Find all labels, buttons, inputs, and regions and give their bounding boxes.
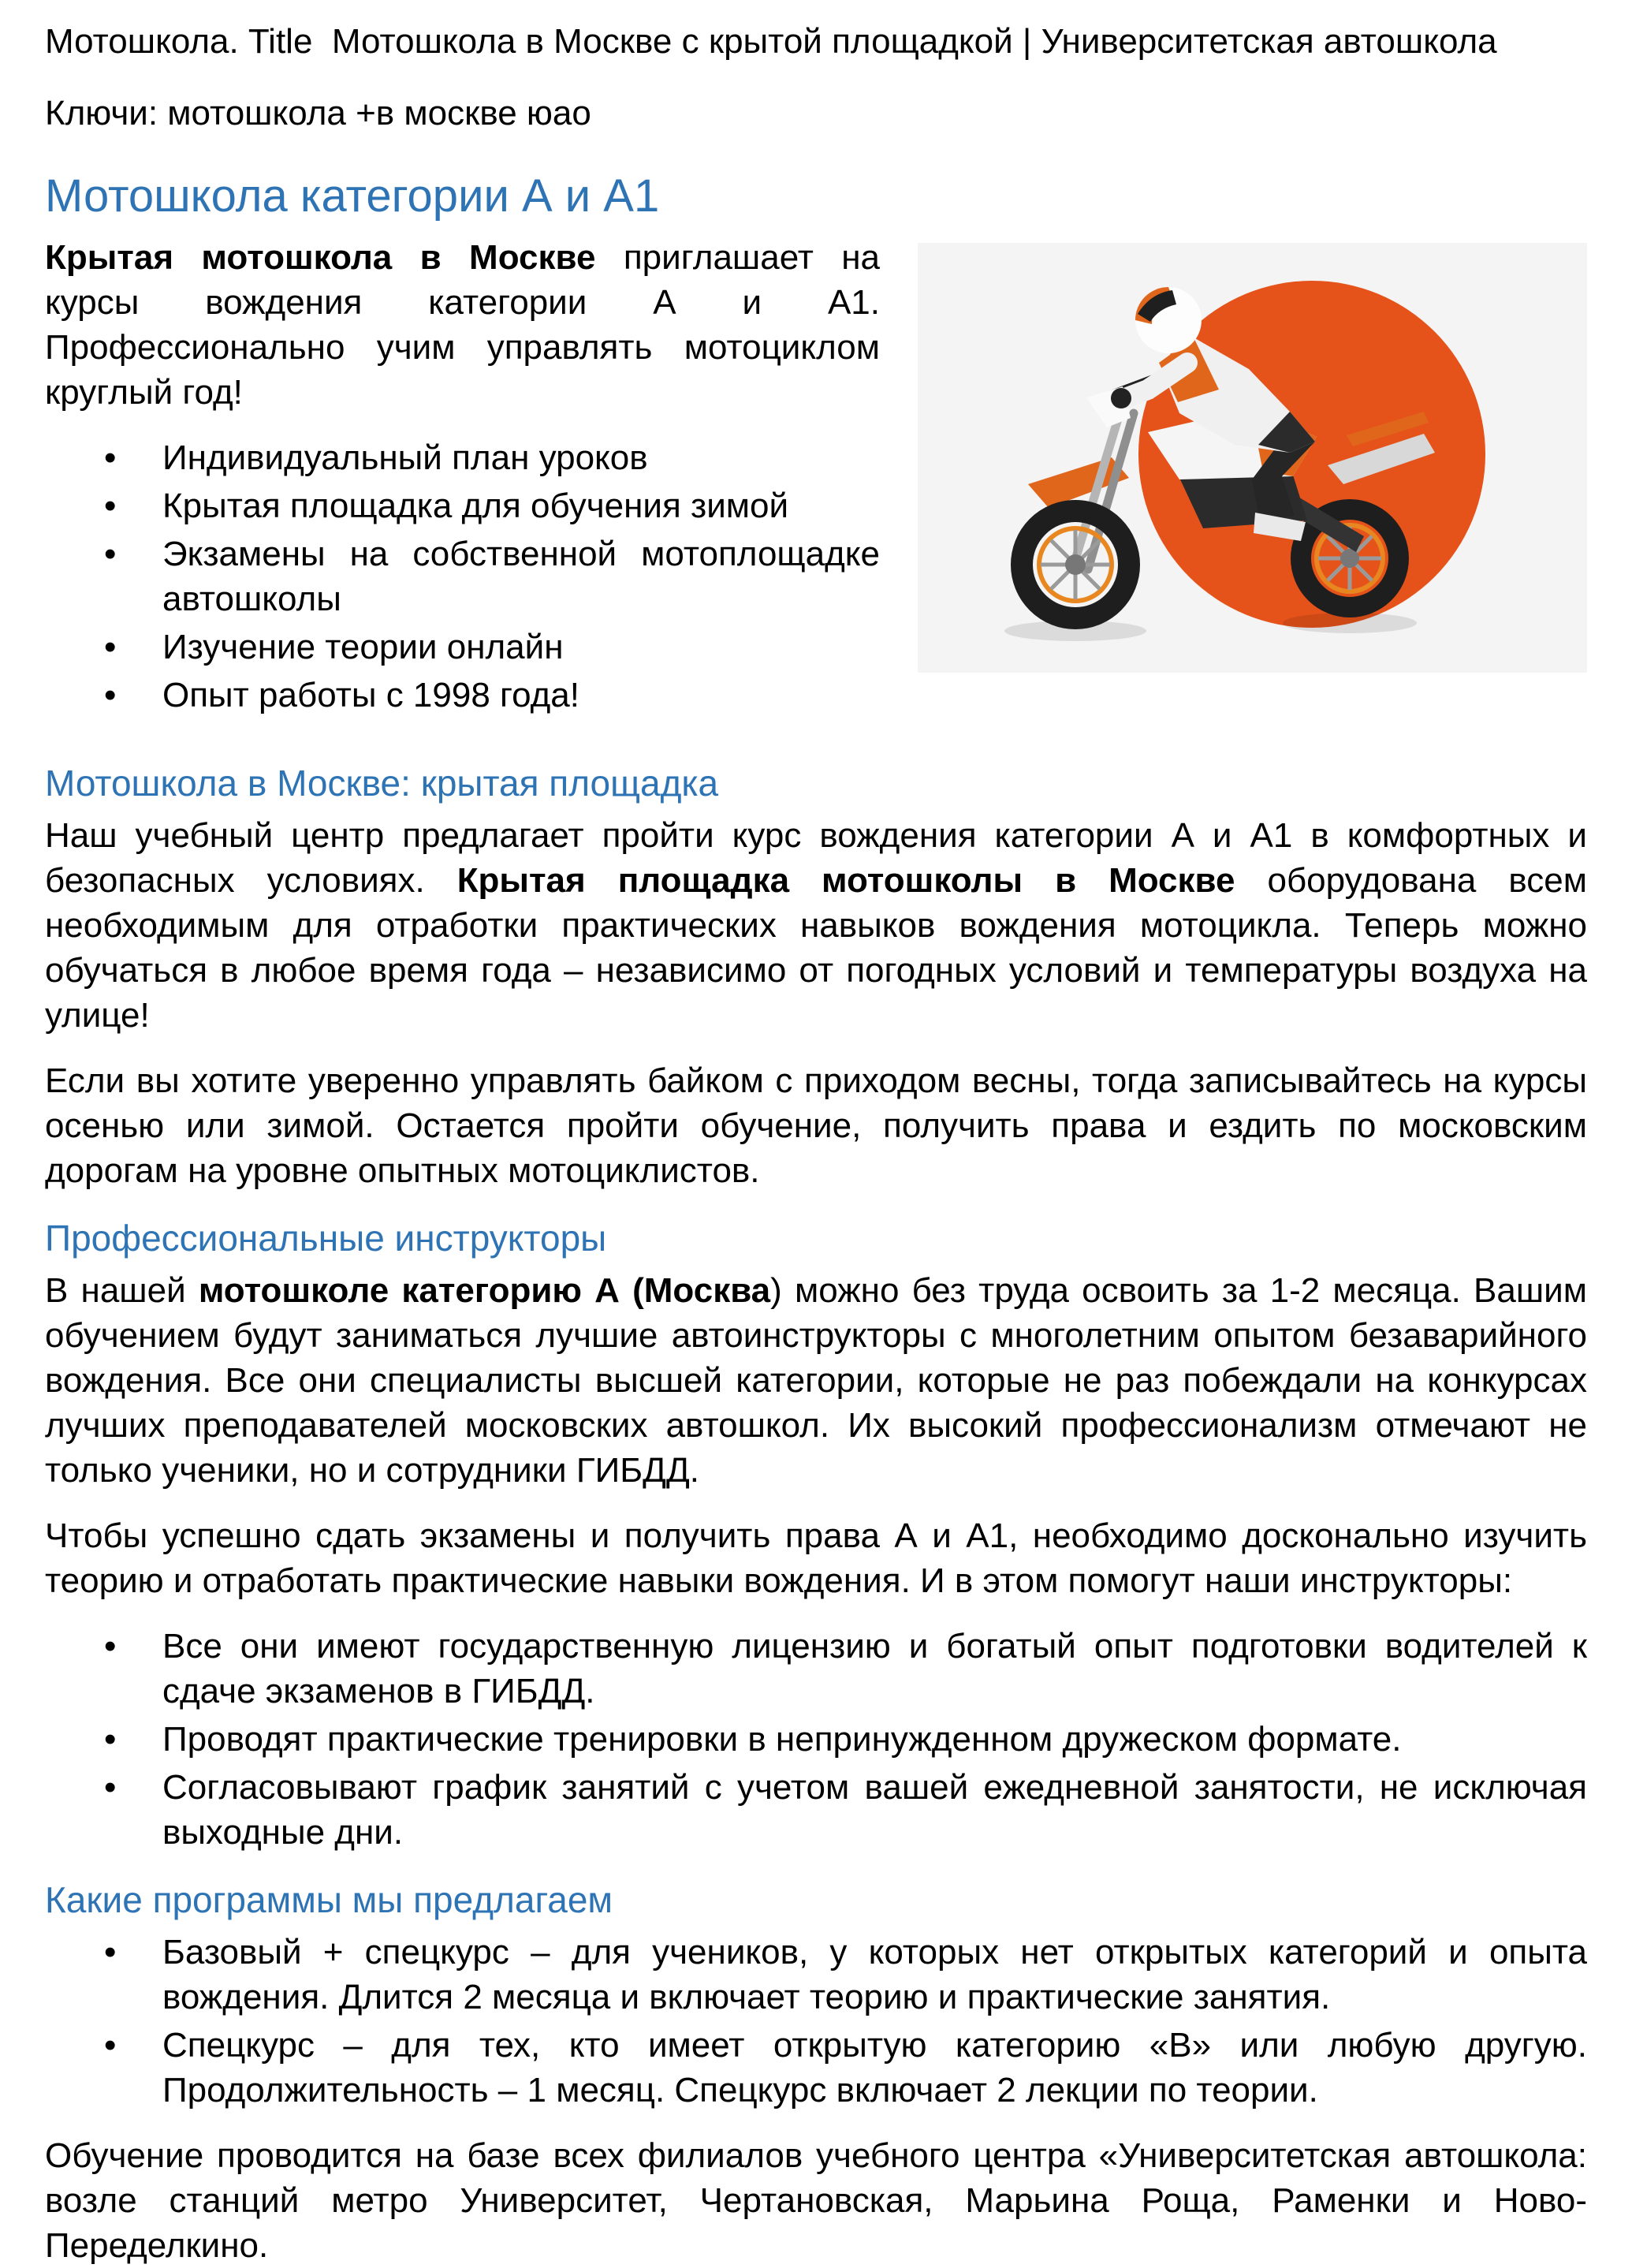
- list-item: • Крытая площадка для обучения зимой: [104, 483, 1587, 528]
- programs-bullet-list: [45, 1930, 1587, 2113]
- section-heading-programs: Какие программы мы предлагаем: [45, 1878, 613, 1920]
- footer-paragraph: Обучение проводится на базе всех филиалов учебного центра «Университетская автошкола: возле станций метро Университет, Чертановская, Марьина Роща, Раменки и Ново-Переделкино.: [45, 2136, 1587, 2266]
- list-item: • Согласовывают график занятий с учетом вашей ежедневной занятости, не исключая выходные дни.: [104, 1765, 1587, 1855]
- instructors-paragraph-1: [45, 1268, 1587, 1493]
- section-heading-instructors: Профессиональные инструкторы: [45, 1217, 607, 1259]
- list-item: • Индивидуальный план уроков: [104, 435, 1587, 480]
- list-item: • Все они имеют государственную лицензию и богатый опыт подготовки водителей к сдаче экзаменов в ГИБДД.: [104, 1624, 1587, 1714]
- instructors-paragraph-2: Чтобы успешно сдать экзамены и получить права А и А1, необходимо досконально изучить теорию и отработать практические навыки вождения. И в этом помогут наши инструкторы:: [45, 1516, 1587, 1600]
- instructors-bullet-list: [45, 1624, 1587, 1855]
- list-item: • Базовый + спецкурс – для учеников, у которых нет открытых категорий и опыта вождения. Длится 2 месяца и включает теорию и практические занятия.: [104, 1930, 1587, 2020]
- covered-area-section: [45, 762, 1587, 1193]
- covered-area-p1-rest: оборудована всем необходимым для отработки практических навыков вождения мотоцикла. Теперь можно обучаться в любое время года – независимо от погодных условий и температуры воздуха на улице!: [45, 860, 1587, 1035]
- list-item: • Экзамены на собственной мотоплощадке автошколы: [104, 532, 1587, 621]
- covered-area-paragraph-1: [45, 813, 1587, 1038]
- instructors-p1-start: В нашей: [45, 1270, 199, 1310]
- list-item: • Проводят практические тренировки в непринужденном дружеском формате.: [104, 1717, 1587, 1762]
- section-heading-covered-area: Мотошкола в Москве: крытая площадка: [45, 762, 719, 804]
- intro-paragraph-bold: Крытая мотошкола в Москве: [45, 237, 596, 277]
- list-item: • Изучение теории онлайн: [104, 625, 1587, 670]
- programs-section: [45, 1878, 1587, 2113]
- document-header: [45, 19, 1587, 136]
- instructors-p1-bold: мотошколе категорию А (Москва: [198, 1270, 771, 1310]
- intro-section: [45, 169, 1587, 738]
- footer-section: [45, 2133, 1587, 2268]
- list-item: • Опыт работы с 1998 года!: [104, 673, 1587, 718]
- covered-area-p1-bold: Крытая площадка мотошколы в Москве: [456, 860, 1235, 900]
- covered-area-p1-start: Наш учебный центр предлагает пройти курс вождения категории А и А1 в комфортных и безопасных условиях.: [45, 815, 1587, 900]
- title-meta-line: Мотошкола. Title Мотошкола в Москве с крытой площадкой | Университетская автошкола: [45, 22, 1497, 61]
- list-item: • Спецкурс – для тех, кто имеет открытую категорию «В» или любую другую. Продолжительность – 1 месяц. Спецкурс включает 2 лекции по теории.: [104, 2023, 1587, 2113]
- intro-paragraph-rest: приглашает на курсы вождения категории А и А1. Профессионально учим управлять мотоциклом круглый год!: [45, 237, 880, 412]
- covered-area-paragraph-2: Если вы хотите уверенно управлять байком с приходом весны, тогда записывайтесь на курсы осенью или зимой. Остается пройти обучение, получить права и ездить по московским дорогам на уровне опытных мотоциклистов.: [45, 1061, 1587, 1190]
- page-title: Мотошкола категории А и А1: [45, 170, 660, 222]
- intro-bullet-list: [45, 435, 1587, 718]
- keywords-line: Ключи: мотошкола +в москве юао: [45, 94, 591, 132]
- instructors-section: [45, 1217, 1587, 1855]
- instructors-p1-rest: ) можно без труда освоить за 1-2 месяца. Вашим обучением будут заниматься лучшие автоинструкторы с многолетним опытом безаварийного вождения. Все они специалисты высшей категории, которые не раз побеждали на конкурсах лучших преподавателей московских автошкол. Их высокий профессионализм отмечают не только ученики, но и сотрудники ГИБДД.: [45, 1270, 1587, 1490]
- rider-glove: [1111, 388, 1131, 408]
